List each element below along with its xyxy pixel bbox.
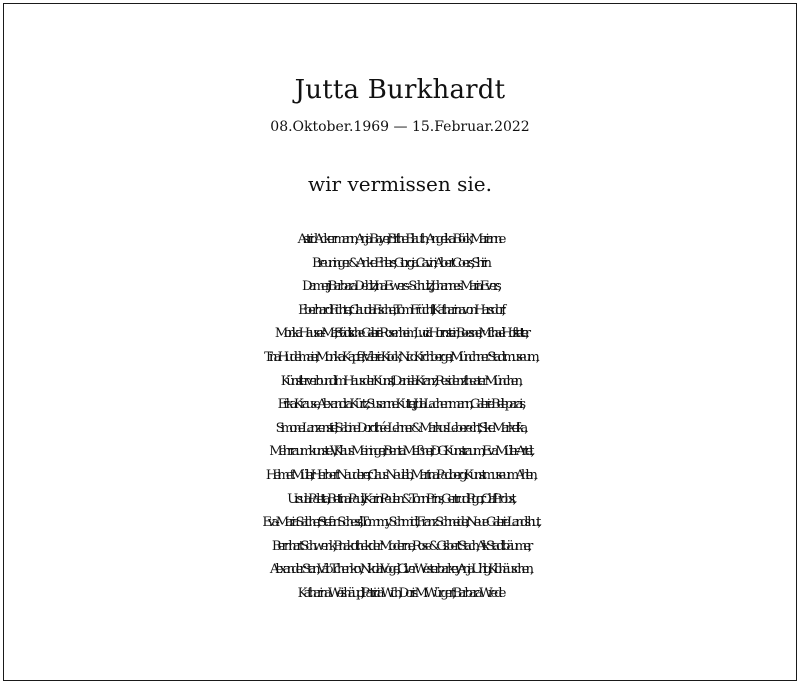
mourner-line: Erika Krause, Alexandra Kürtz, Susanne Kutter, Julia Lachenmann, Galerie Belleparais,: [277, 397, 523, 413]
mourner-list: [4, 228, 796, 606]
mourner-line: Mehrraumkunst e.V., Klaus Meininger, Benita Meißner, DG Kunstraum, Eva Müller-Artelt,: [269, 444, 531, 460]
mourner-line: Monika Hauser-Mair, Städtische Galerie Rosenheim, Lucia Hornstein, Boesner, Michael Hofstetter,: [274, 326, 526, 342]
mourner-line: Ursula Paletta, Bettina Pauly, Karin Peulen & Tonn Prins, Gertrud Pigor, Olaf Probst,: [287, 491, 513, 507]
deceased-name: Jutta Burkhardt: [294, 75, 506, 105]
mourner-line: Simone Lanzenstiel, Sabine Dorothée Lehner & Markus Leberecht, Silke Markefka,: [275, 420, 525, 436]
mourner-line: Tina Hudelmaier, Monika Kapfer, Valerie Kiock, Nico Kirchberger, Münchner Stadtmuseum,: [264, 349, 536, 365]
mourner-line: Breuninger & Anke Ehlers, Giorgia Cavini, Albert Coers, Shirin: [311, 255, 489, 271]
mourner-line: Alexander Stan, Valio Tchenkov, Nikolai Vogel, Oliver Westerbarkey, Anja Uhlig, Klohäuschen,: [269, 562, 531, 578]
mourner-line: Eva-Maria Salcher, Stefan Schessl, Tommy Schmidt, Franz Schneider, Neue Galerie Landshut,: [262, 515, 538, 531]
mourner-line: Katharina Weishäupl, Patricia Wich, Doris M. Würgert, Barbara Wrede: [297, 585, 503, 601]
mourner-line: Künstlerverbund Im Haus der Kunst, Daniela Kranz, Residenztheater München,: [280, 373, 520, 389]
obituary-notice: [3, 3, 797, 681]
life-dates: 08.Oktober.1969 — 15.Februar.2022: [270, 119, 530, 135]
mourner-line: Helmet Müller, Herbert Nauderer, Claus Neuleib, Martina Padberg, Kunstmuseum Ahlen,: [265, 467, 535, 483]
mourner-line: Eberhard Fichter, Claudia Fischer, Tom Früchtl, Katharina von Harsdorf,: [298, 302, 502, 318]
mourner-line: Damerji, Barbara Deblitz, Ina Ewers–Schultz, Johannes Maria Evers,: [302, 279, 498, 295]
tagline: wir vermissen sie.: [308, 172, 492, 196]
mourner-line: Bernhart Schwenk, Pinakothek der Moderne, Rose & Gisbert Stach, Alix Stadtbäumer,: [271, 538, 529, 554]
mourner-line: Astrid Ackermann, Anja Bayer, Birthe Blauth, Angelika Böck, Marianne: [297, 232, 503, 247]
